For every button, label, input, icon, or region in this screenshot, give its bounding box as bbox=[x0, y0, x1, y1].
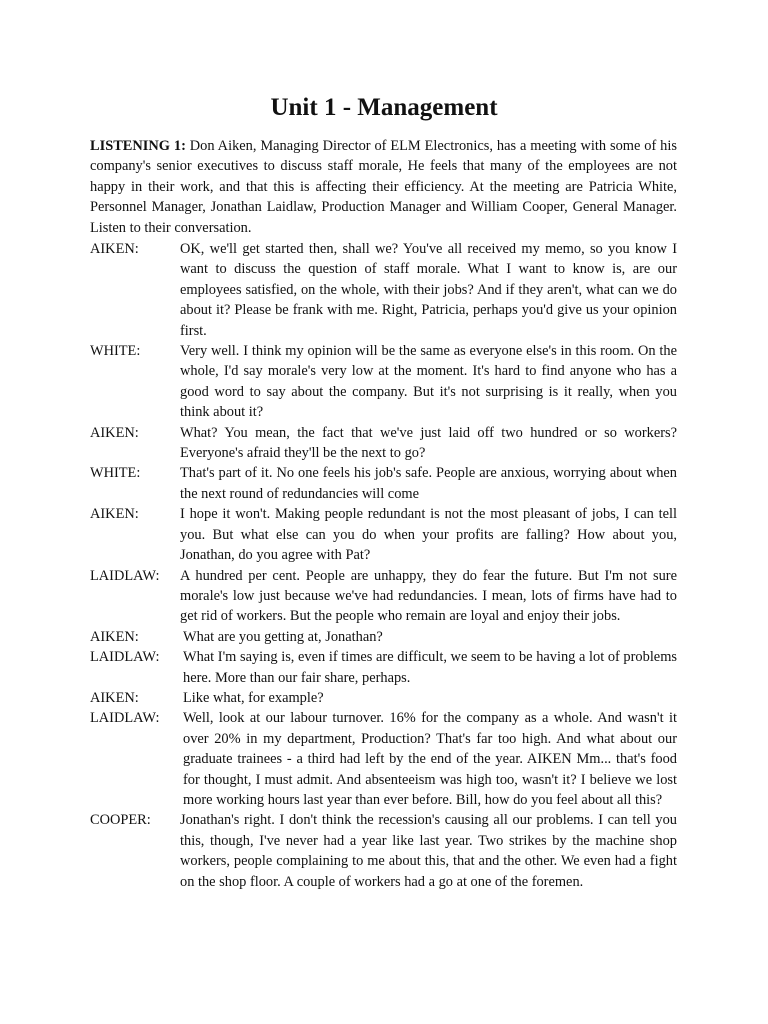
dialogue-turn bbox=[90, 341, 677, 423]
speaker-name: AIKEN: bbox=[90, 241, 139, 257]
speaker-name: COOPER: bbox=[90, 812, 151, 829]
intro-text: Don Aiken, Managing Director of ELM Electronics, has a meeting with some of his company's senior executives to discuss staff morale, He feels that many of the employees are not happy in their work, and that this is affecting their efficiency. At the meeting are Patricia White, Personnel Manager, Jonathan Laidlaw, Production Manager and William Cooper, General Manager. Listen to their conversation. bbox=[90, 138, 677, 236]
dialogue-turn bbox=[90, 708, 677, 810]
dialogue-turn bbox=[90, 423, 677, 464]
speaker-name: AIKEN: bbox=[90, 628, 139, 645]
speaker-name: LAIDLAW: bbox=[90, 710, 160, 727]
dialogue-turn bbox=[90, 504, 677, 565]
speech-text: OK, we'll get started then, shall we? You've all received my memo, so you know I want to discuss the question of staff morale. What I want to know is, are our employees satisfied, on the whole, with their jobs? And if they aren't, what can we do about it? Please be frank with me. Right, Patricia, perhaps you'd give us your opinion first. bbox=[180, 241, 677, 339]
speech-text: What? You mean, the fact that we've just laid off two hundred or so workers? Everyone's afraid they'll be the next to go? bbox=[180, 424, 677, 462]
speech-text: A hundred per cent. People are unhappy, they do fear the future. But I'm not sure morale's low just because we've had redundancies. I mean, lots of firms have had to get rid of workers. But the people who remain are loyal and enjoy their jobs. bbox=[180, 567, 677, 625]
dialogue-turn bbox=[90, 566, 677, 627]
speech-text: What are you getting at, Jonathan? bbox=[183, 628, 383, 645]
speaker-name: AIKEN: bbox=[90, 506, 139, 523]
speech-text: I hope it won't. Making people redundant is not the most pleasant of jobs, I can tell you. But what else can you do when your profits are falling? How about you, Jonathan, do you agree with Pat? bbox=[180, 506, 677, 564]
speaker-name: AIKEN: bbox=[90, 689, 139, 706]
intro-label: LISTENING 1: bbox=[90, 138, 186, 154]
speaker-name: LAIDLAW: bbox=[90, 649, 160, 666]
dialogue-turn bbox=[90, 239, 677, 341]
dialogue-turn bbox=[90, 627, 677, 647]
dialogue bbox=[90, 239, 677, 892]
speaker-name: WHITE: bbox=[90, 343, 141, 360]
speech-text: Very well. I think my opinion will be the same as everyone else's in this room. On the whole, I'd say morale's very low at the moment. It's hard to find anyone who has a good word to say about the company. But it's not surprising is it really, when you think about it? bbox=[180, 343, 677, 421]
dialogue-turn bbox=[90, 810, 677, 892]
speech-text: Well, look at our labour turnover. 16% for the company as a whole. And wasn't it over 20% in my department, Production? That's far too high. And what about our graduate trainees - a third had left by the end of the year. AIKEN Mm... that's food for thought, I must admit. And absenteeism was high too, wasn't it? I believe we lost more working hours last year than ever before. Bill, how do you feel about all this? bbox=[183, 710, 677, 808]
page-title: Unit 1 - Management bbox=[270, 94, 498, 121]
speaker-name: LAIDLAW: bbox=[90, 567, 160, 584]
dialogue-turn bbox=[90, 688, 677, 708]
intro-paragraph bbox=[90, 136, 677, 238]
speaker-name: WHITE: bbox=[90, 465, 141, 482]
speech-text: Like what, for example? bbox=[183, 689, 324, 706]
dialogue-turn bbox=[90, 463, 677, 504]
speaker-name: AIKEN: bbox=[90, 424, 139, 441]
dialogue-turn bbox=[90, 647, 677, 688]
speech-text: Jonathan's right. I don't think the recession's causing all our problems. I can tell you this, though, I've never had a year like last year. Two strikes by the machine shop workers, people complaining to me about this, that and the other. We even had a fight on the shop floor. A couple of workers had a go at one of the foremen. bbox=[180, 812, 677, 890]
speech-text: What I'm saying is, even if times are difficult, we seem to be having a lot of problems here. More than our fair share, perhaps. bbox=[183, 649, 677, 686]
speech-text: That's part of it. No one feels his job's safe. People are anxious, worrying about when the next round of redundancies will come bbox=[180, 465, 677, 502]
